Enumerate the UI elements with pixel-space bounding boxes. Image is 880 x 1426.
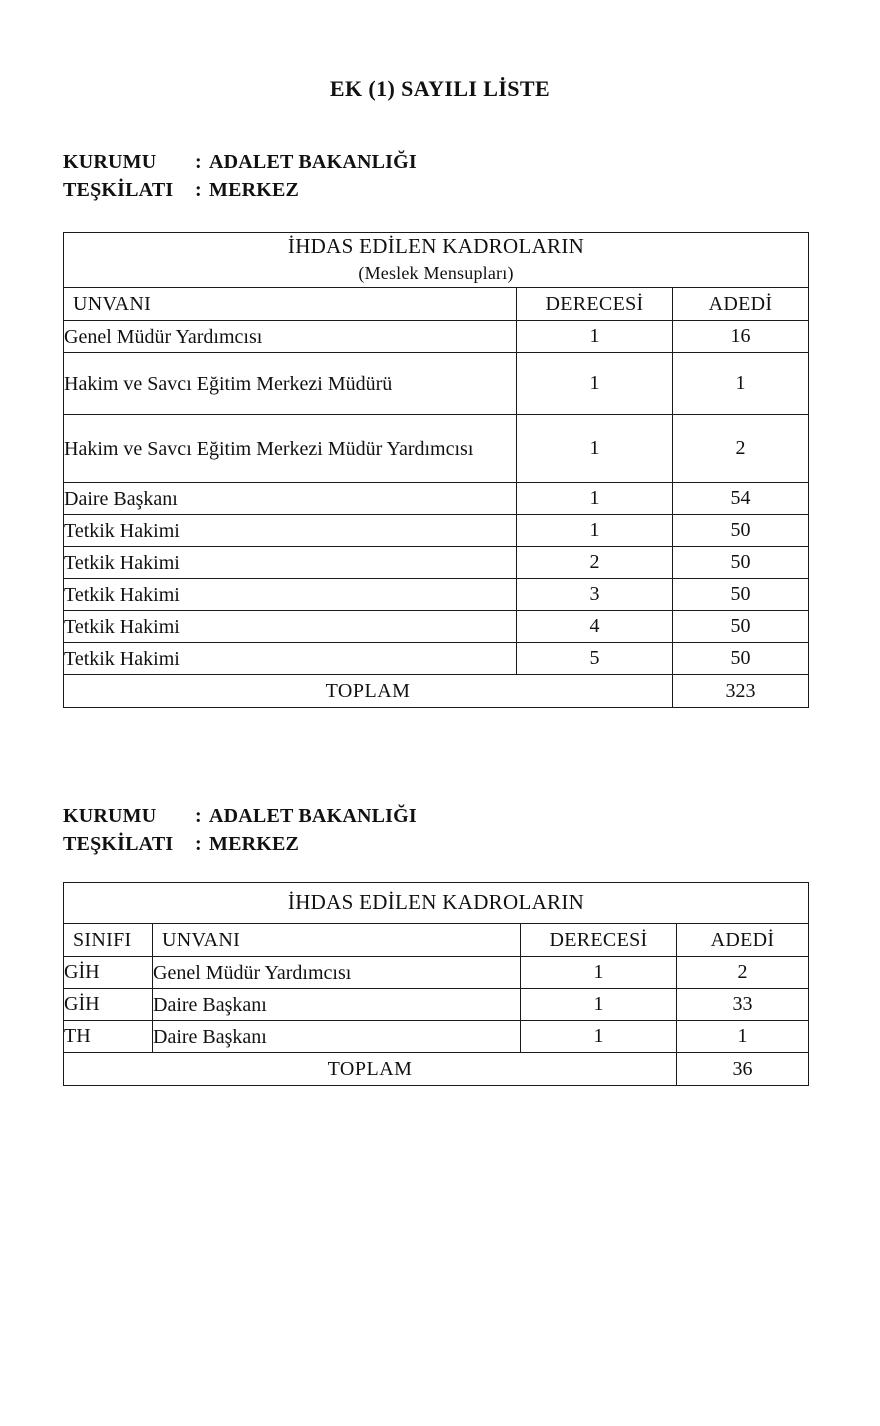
cell-unvani: Hakim ve Savcı Eğitim Merkezi Müdürü: [64, 353, 517, 415]
cell-derecesi: 2: [517, 547, 673, 579]
cell-adedi: 33: [677, 989, 809, 1021]
cell-adedi: 2: [673, 415, 809, 483]
column-header-unvani-2: UNVANI: [153, 924, 521, 957]
cell-adedi: 54: [673, 483, 809, 515]
table-column-header-row-1: [64, 288, 809, 321]
kadro-table-genel: [63, 882, 809, 1086]
cell-adedi: 50: [673, 515, 809, 547]
cell-unvani: Tetkik Hakimi: [64, 579, 517, 611]
cell-derecesi: 1: [517, 415, 673, 483]
kurumu-label-2: KURUMU: [63, 805, 157, 827]
table-caption-line1: İHDAS EDİLEN KADROLARIN: [287, 234, 585, 258]
table-caption-row-2: [64, 883, 809, 924]
column-header-adedi-1: ADEDİ: [673, 288, 809, 321]
table-caption-line2: (Meslek Mensupları): [358, 263, 514, 283]
cell-unvani: Daire Başkanı: [153, 989, 521, 1021]
cell-unvani: Tetkik Hakimi: [64, 547, 517, 579]
cell-adedi: 50: [673, 643, 809, 675]
teskilati-value-1: MERKEZ: [209, 179, 300, 201]
table-row: [64, 353, 809, 415]
cell-unvani: Genel Müdür Yardımcısı: [64, 321, 517, 353]
column-header-derecesi-1: DERECESİ: [517, 288, 673, 321]
cell-unvani: Daire Başkanı: [64, 483, 517, 515]
table-row: [64, 483, 809, 515]
table-row: [64, 579, 809, 611]
kurumu-separator-1: :: [195, 151, 202, 173]
total-label-1: TOPLAM: [64, 675, 673, 708]
cell-derecesi: 1: [521, 1021, 677, 1053]
cell-adedi: 50: [673, 547, 809, 579]
table-column-header-row-2: [64, 924, 809, 957]
teskilati-row-2: [63, 830, 417, 858]
cell-adedi: 1: [673, 353, 809, 415]
cell-unvani: Tetkik Hakimi: [64, 515, 517, 547]
cell-adedi: 1: [677, 1021, 809, 1053]
cell-derecesi: 1: [517, 483, 673, 515]
cell-sinifi: GİH: [64, 989, 153, 1021]
teskilati-label-2: TEŞKİLATI: [63, 833, 174, 855]
cell-unvani: Tetkik Hakimi: [64, 643, 517, 675]
institution-header-1: [63, 148, 417, 204]
kurumu-label-1: KURUMU: [63, 151, 157, 173]
teskilati-separator-1: :: [195, 179, 202, 201]
teskilati-value-2: MERKEZ: [209, 833, 300, 855]
cell-unvani: Daire Başkanı: [153, 1021, 521, 1053]
table-row: [64, 515, 809, 547]
kurumu-row-2: [63, 802, 417, 830]
page-title: EK (1) SAYILI LİSTE: [329, 76, 551, 101]
cell-sinifi: GİH: [64, 957, 153, 989]
institution-header-2: [63, 802, 417, 858]
kadro-table-meslek-mensuplari: [63, 232, 809, 708]
cell-unvani: Tetkik Hakimi: [64, 611, 517, 643]
total-value-1: 323: [673, 675, 809, 708]
cell-sinifi: TH: [64, 1021, 153, 1053]
total-value-2: 36: [677, 1053, 809, 1086]
teskilati-separator-2: :: [195, 833, 202, 855]
cell-adedi: 50: [673, 579, 809, 611]
table-row: [64, 415, 809, 483]
teskilati-row-1: [63, 176, 417, 204]
table-caption-1: [64, 233, 809, 288]
table-row: [64, 989, 809, 1021]
cell-unvani: Hakim ve Savcı Eğitim Merkezi Müdür Yardımcısı: [64, 415, 517, 483]
kurumu-value-2: ADALET BAKANLIĞI: [209, 805, 417, 827]
cell-derecesi: 1: [521, 957, 677, 989]
table-row: [64, 321, 809, 353]
table-caption-2: [64, 883, 809, 924]
table-row: [64, 611, 809, 643]
total-label-2: TOPLAM: [64, 1053, 677, 1086]
column-header-unvani-1: UNVANI: [64, 288, 517, 321]
teskilati-label-1: TEŞKİLATI: [63, 179, 174, 201]
table-row: [64, 547, 809, 579]
kurumu-separator-2: :: [195, 805, 202, 827]
kurumu-value-1: ADALET BAKANLIĞI: [209, 151, 417, 173]
cell-derecesi: 1: [517, 515, 673, 547]
cell-derecesi: 1: [521, 989, 677, 1021]
table-total-row-2: [64, 1053, 809, 1086]
cell-derecesi: 5: [517, 643, 673, 675]
cell-adedi: 50: [673, 611, 809, 643]
kurumu-row-1: [63, 148, 417, 176]
table-caption-line1-2: İHDAS EDİLEN KADROLARIN: [287, 890, 585, 914]
table-row: [64, 1021, 809, 1053]
cell-adedi: 2: [677, 957, 809, 989]
table-row: [64, 643, 809, 675]
cell-derecesi: 1: [517, 321, 673, 353]
cell-unvani: Genel Müdür Yardımcısı: [153, 957, 521, 989]
table-total-row-1: [64, 675, 809, 708]
table-caption-row: [64, 233, 809, 288]
cell-adedi: 16: [673, 321, 809, 353]
column-header-sinifi-2: SINIFI: [64, 924, 153, 957]
cell-derecesi: 4: [517, 611, 673, 643]
table-row: [64, 957, 809, 989]
cell-derecesi: 3: [517, 579, 673, 611]
column-header-derecesi-2: DERECESİ: [521, 924, 677, 957]
cell-derecesi: 1: [517, 353, 673, 415]
column-header-adedi-2: ADEDİ: [677, 924, 809, 957]
